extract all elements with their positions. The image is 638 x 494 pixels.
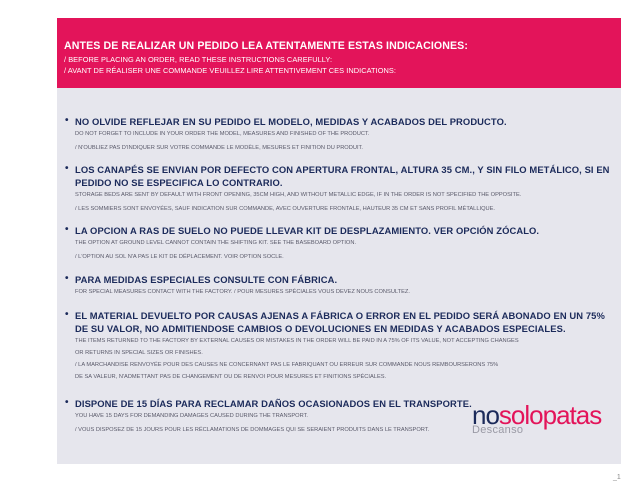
logo-part-solopatas: solopatas: [498, 400, 602, 430]
bullet: •: [65, 397, 69, 408]
item-title: LOS CANAPÉS SE ENVIAN POR DEFECTO CON APERTURA FRONTAL, ALTURA 35 CM., Y SIN FILO METÁLICO, SI EN PEDIDO NO SE ESPECIFICA LO CONTRARIO.: [75, 164, 610, 188]
logo-tagline: Descanso: [472, 424, 524, 436]
item-title: LA OPCION A RAS DE SUELO NO PUEDE LLEVAR KIT DE DESPLAZAMIENTO. VER OPCIÓN ZÓCALO.: [75, 225, 540, 236]
bullet: •: [65, 309, 69, 320]
item-line-en: DO NOT FORGET TO INCLUDE IN YOUR ORDER THE MODEL, MEASURES AND FINISHED OF THE PRODUCT.: [75, 131, 370, 137]
bullet: •: [65, 163, 69, 174]
item-line-en: STORAGE BEDS ARE SENT BY DEFAULT WITH FRONT OPENING, 35CM HIGH, AND WITHOUT METALLIC EDGE, IF IN THE ORDER IS NOT SPECIFIED THE OPPOSITE.: [75, 192, 522, 198]
list-item: [65, 163, 613, 214]
item-title: NO OLVIDE REFLEJAR EN SU PEDIDO EL MODELO, MEDIDAS Y ACABADOS DEL PRODUCTO.: [75, 116, 507, 127]
header-title-en: / BEFORE PLACING AN ORDER, READ THESE INSTRUCTIONS CAREFULLY:: [64, 55, 333, 64]
item-line-fr: / N'OUBLIEZ PAS D'INDIQUER SUR VOTRE COMMANDE LE MODÈLE, MESURES ET FINITION DU PRODUIT.: [75, 145, 363, 151]
item-line-en-fr: FOR SPECIAL MEASURES CONTACT WITH THE FACTORY. / POUR MESURES SPÉCIALES VOUS DEVEZ NOUS CONSULTEZ.: [75, 289, 410, 295]
item-line-en: THE ITEMS RETURNED TO THE FACTORY BY EXTERNAL CAUSES OR MISTAKES IN THE ORDER WILL BE PAID IN A 75% OF ITS VALUE, NOT ACCEPTING CHANGES: [75, 338, 519, 344]
item-line-en: YOU HAVE 15 DAYS FOR DEMANDING DAMAGES CAUSED DURING THE TRANSPORT.: [75, 413, 309, 419]
bullet: •: [65, 273, 69, 284]
page-number: _1: [613, 474, 621, 481]
item-line-fr: / L'OPTION AU SOL N'A PAS LE KIT DE DÉPLACEMENT. VOIR OPTION SOCLE.: [75, 254, 284, 260]
item-title: EL MATERIAL DEVUELTO POR CAUSAS AJENAS A FÁBRICA O ERROR EN EL PEDIDO SERÁ ABONADO EN UN 75% DE SU VALOR, NO ADMITIENDOSE CAMBIOS O DEVOLUCIONES EN MEDIDAS Y ACABADOS ESPECIALES.: [75, 310, 605, 334]
brand-logo: [472, 402, 622, 442]
bullet: •: [65, 115, 69, 126]
item-title: PARA MEDIDAS ESPECIALES CONSULTE CON FÁBRICA.: [75, 274, 338, 285]
item-line-en: THE OPTION AT GROUND LEVEL CANNOT CONTAIN THE SHIFTING KIT. SEE THE BASEBOARD OPTION.: [75, 240, 357, 246]
item-title: DISPONE DE 15 DÍAS PARA RECLAMAR DAÑOS OCASIONADOS EN EL TRANSPORTE.: [75, 398, 472, 409]
item-line-fr: / LA MARCHANDISE RENVOYÉE POUR DES CAUSES NE CONCERNANT PAS LE FABRIQUANT OU ERREUR SUR COMMANDE NOUS REMBOURSERONS 75%: [75, 362, 499, 368]
item-line-fr: / LES SOMMIERS SONT ENVOYÉES, SAUF INDICATION SUR COMMANDE, AVEC OUVERTURE FRONTALE, HAUTEUR 35 CM ET SANS PROFIL MÉTALLIQUE.: [75, 206, 495, 212]
header-title-fr: / AVANT DE RÉALISER UNE COMMANDE VEUILLEZ LIRE ATTENTIVEMENT CES INDICATIONS:: [64, 66, 396, 75]
item-line-fr: DE SA VALEUR, N'ADMETTANT PAS DE CHANGEMENT OU DE RENVOI POUR MESURES ET FINITIONS SPÉCIALES.: [75, 374, 387, 380]
item-line-en: OR RETURNS IN SPECIAL SIZES OR FINISHES.: [75, 350, 203, 356]
logo-part-no: no: [472, 400, 499, 430]
instructions-header: [57, 18, 621, 88]
list-item: [65, 273, 613, 297]
list-item: [65, 309, 613, 382]
bullet: •: [65, 224, 69, 235]
list-item: [65, 224, 613, 262]
item-line-fr: / VOUS DISPOSEZ DE 15 JOURS POUR LES RÉCLAMATIONS DE DOMMAGES QUI SE SERAIENT PRODUITS DANS LE TRANSPORT.: [75, 427, 430, 433]
list-item: [65, 115, 613, 153]
header-title-es: ANTES DE REALIZAR UN PEDIDO LEA ATENTAMENTE ESTAS INDICACIONES:: [64, 40, 468, 52]
